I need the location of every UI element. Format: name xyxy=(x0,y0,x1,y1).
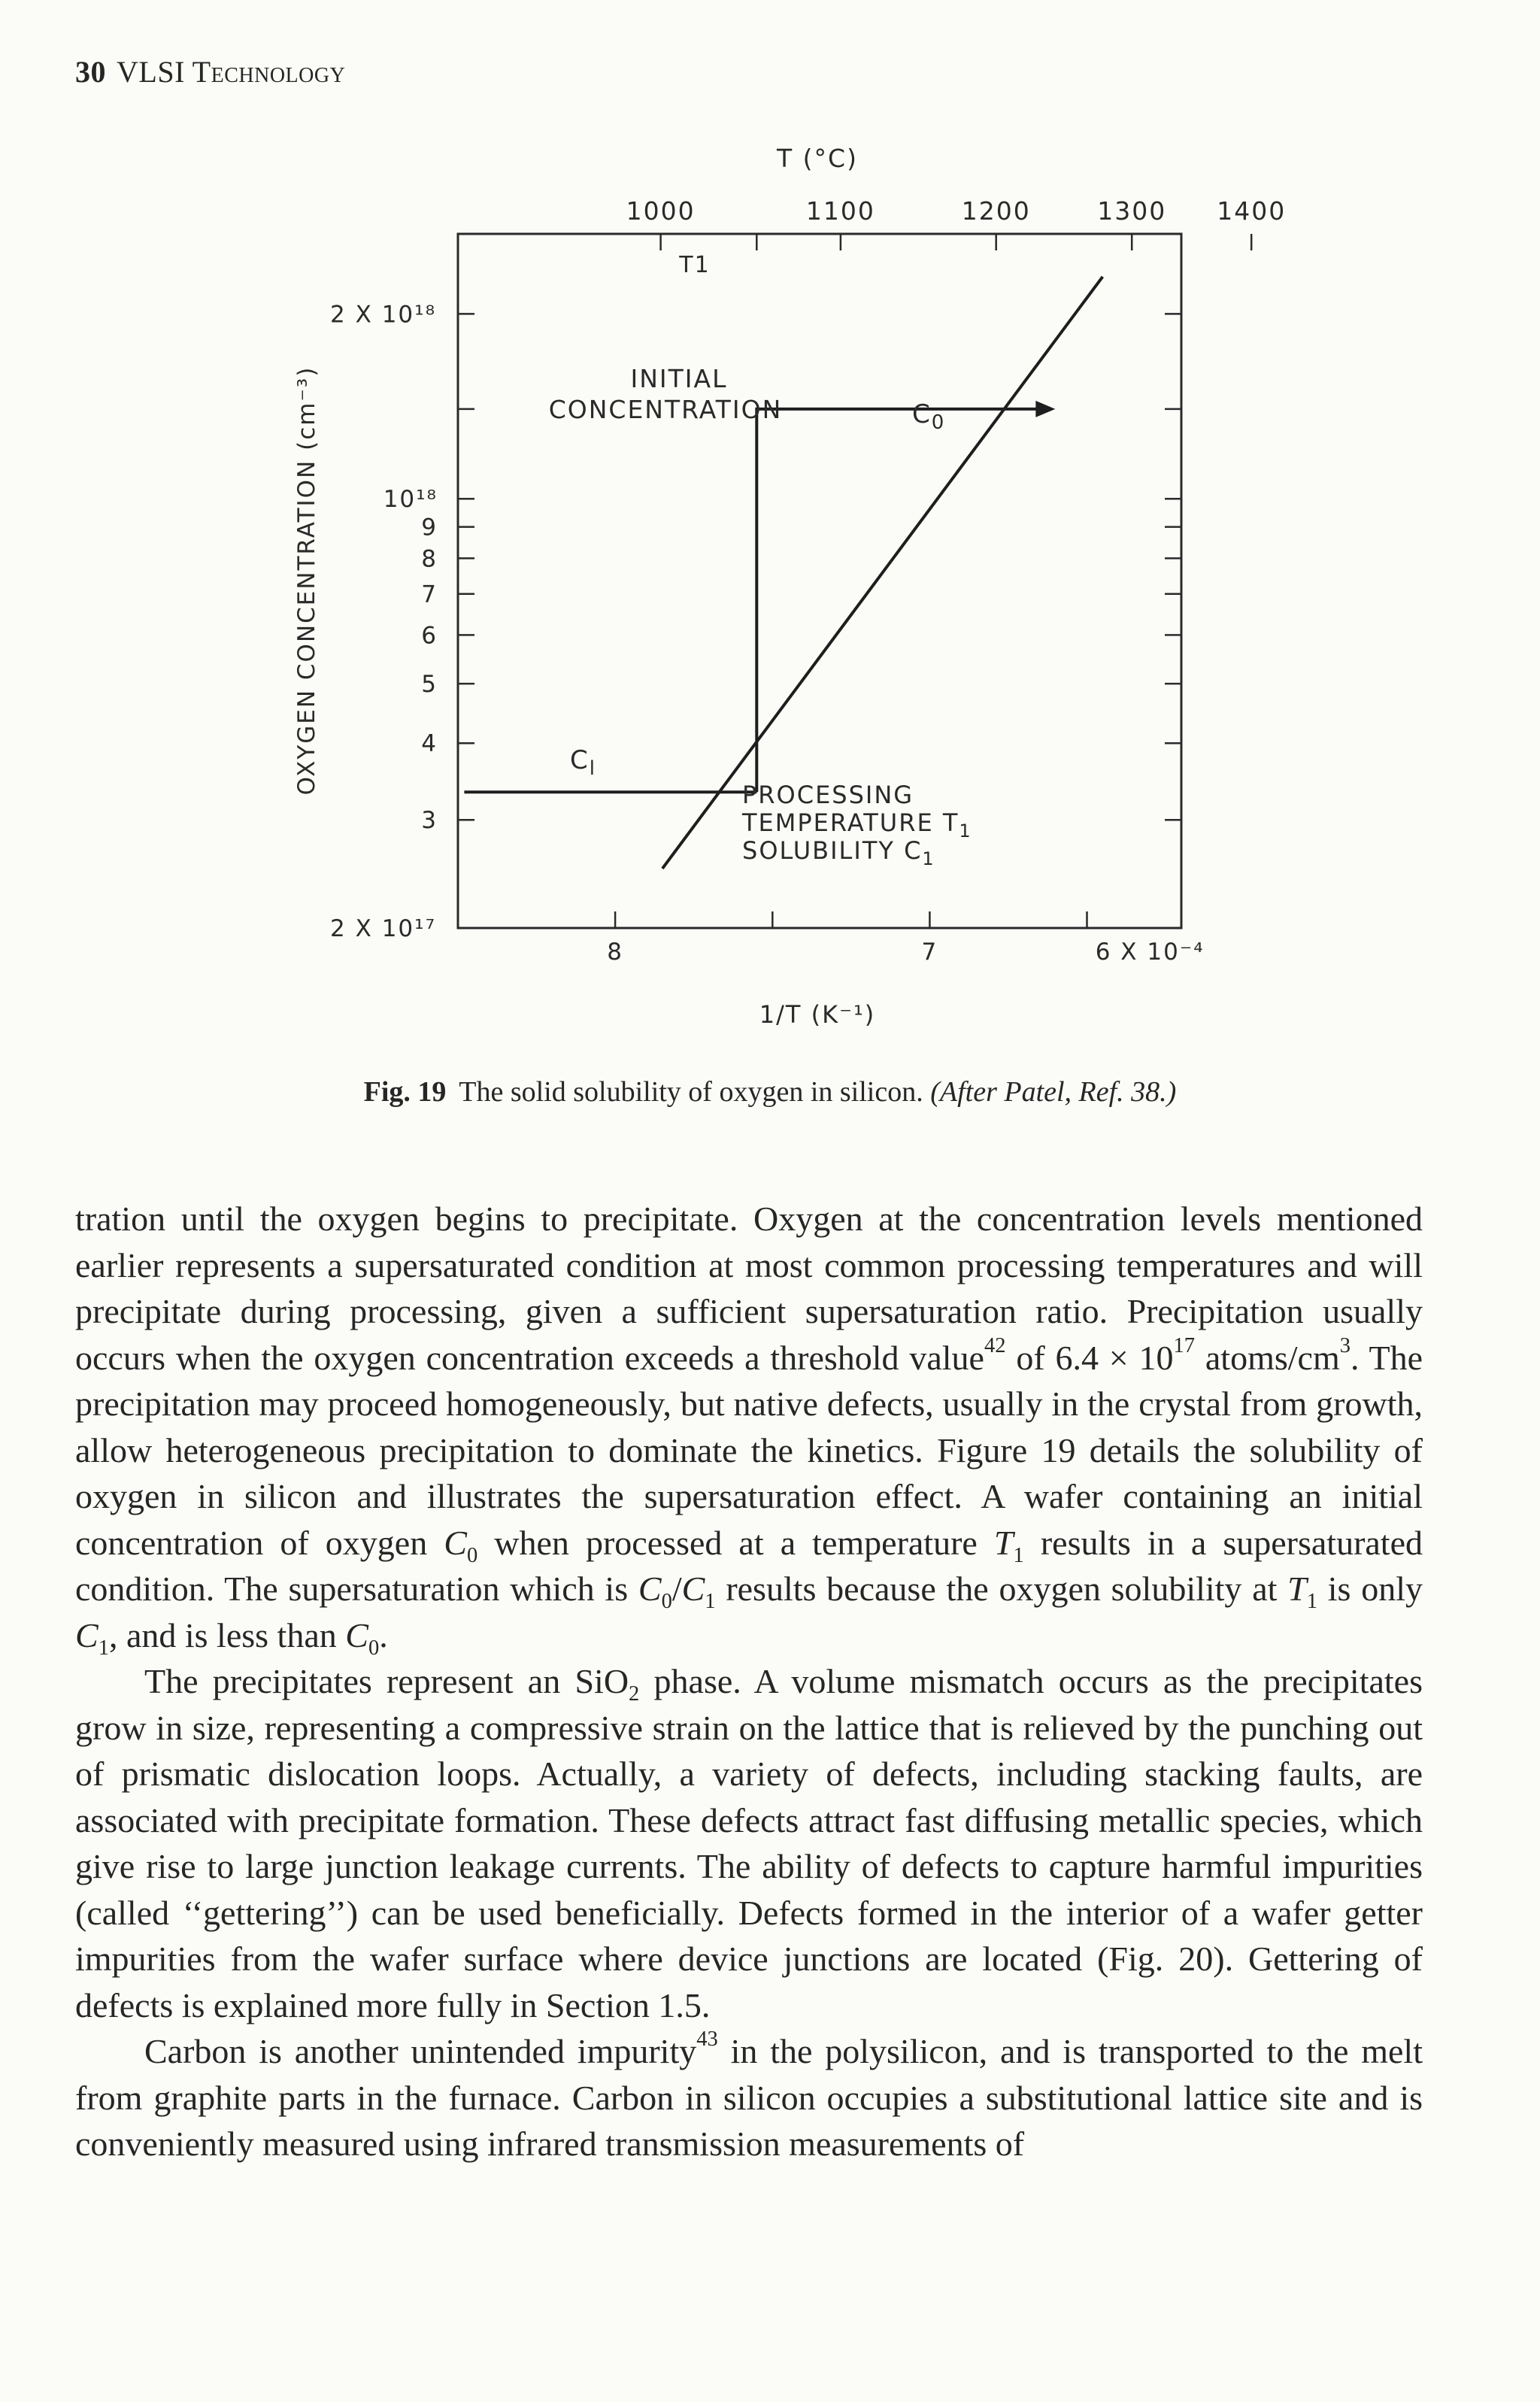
x-tick-label: 7 xyxy=(921,939,938,966)
paragraph-2: The precipitates represent an SiO$_2$ phase. A volume mismatch occurs as the precipitates grow in size, representing a compressive strain on the lattice that is relieved by the punching out of prismatic dislocation loops. Actually, a variety of defects, including stacking faults, are associated with precipitate formation. These defects attract fast diffusing metallic species, which give rise to large junction leakage currents. The ability of defects to capture harmful impurities (called ‘‘gettering’’) can be used beneficially. Defects formed in the interior of a wafer getter impurities from the wafer surface where device junctions are located (Fig. 20). Gettering of defects is explained more fully in Section 1.5. xyxy=(75,1662,1423,2024)
initial-concentration-path xyxy=(756,409,1049,792)
processing-label-line1: PROCESSING xyxy=(742,781,914,809)
x-tick-label: 8 xyxy=(607,939,623,966)
x-tick-labels xyxy=(607,939,1204,966)
y-tick-label: 9 xyxy=(421,514,438,541)
figure-caption xyxy=(75,1075,1465,1108)
c0-letter: C xyxy=(912,399,932,429)
page-number: 30 xyxy=(75,55,106,89)
c0-arrowhead xyxy=(1035,401,1055,417)
y-tick-label: 2 X 10¹⁸ xyxy=(330,301,436,329)
solubility-curve xyxy=(662,277,1103,869)
c1-subscript: l xyxy=(589,757,596,780)
processing-label-line2: TEMPERATURE $T_1$ xyxy=(742,808,972,842)
y-tick-label: 5 xyxy=(421,671,438,699)
top-tick-label: 1300 xyxy=(1097,196,1167,226)
series-lines xyxy=(464,277,1102,869)
caption-source: (After Patel, Ref. 38.) xyxy=(930,1076,1177,1108)
y-tick-label: 3 xyxy=(421,807,438,835)
top-tick-label: 1100 xyxy=(805,196,875,226)
running-title: VLSI Technology xyxy=(117,55,346,89)
y-tick-label: 7 xyxy=(421,581,438,608)
y-axis-label: OXYGEN CONCENTRATION (cm⁻³) xyxy=(293,365,320,796)
paragraph-1: tration until the oxygen begins to precipitate. Oxygen at the concentration levels mentioned earlier represents a supersaturated condition at most common processing temperatures and will precipitate during processing, given a sufficient supersaturation ratio. Precipitation usually occurs when the oxygen concentration exceeds a threshold value$^{42}$ of $6.4 \times 10^{17}$ atoms/$cm^3$. The precipitation may proceed homogeneously, but native defects, usually in the crystal from growth, allow heterogeneous precipitation to dominate the kinetics. Figure 19 details the solubility of oxygen in silicon and illustrates the supersaturation effect. A wafer containing an initial concentration of oxygen $C_0$ when processed at a temperature $T_1$ results in a supersaturated condition. The supersaturation which is $C_0/C_1$ results because the oxygen solubility at $T_1$ is only $C_1$, and is less than $C_0$. xyxy=(75,1199,1423,1660)
initial-label-line2: CONCENTRATION xyxy=(548,395,783,424)
y-tick-label: 6 xyxy=(421,622,438,650)
paragraph-3: Carbon is another unintended impurity$^{43}$ in the polysilicon, and is transported to the melt from graphite parts in the furnace. Carbon in silicon occupies a substitutional lattice site and is conveniently measured using infrared transmission measurements of xyxy=(75,2027,1423,2163)
t1-marker-label: T1 xyxy=(679,252,711,278)
top-tick-labels xyxy=(626,196,1287,226)
c1-label xyxy=(570,745,596,780)
c1-letter: C xyxy=(570,745,590,775)
y-tick-labels xyxy=(330,301,438,942)
caption-label: Fig. 19 xyxy=(363,1076,447,1108)
y-tick-label: 4 xyxy=(421,730,438,758)
top-tick-label: 1400 xyxy=(1217,196,1287,226)
oxygen-solubility-figure xyxy=(0,0,1540,1068)
top-tick-label: 1200 xyxy=(961,196,1031,226)
y-tick-label: 10¹⁸ xyxy=(383,486,438,514)
top-axis-label: T (°C) xyxy=(777,144,858,173)
x-axis-label: 1/T (K⁻¹) xyxy=(759,1000,876,1029)
x-tick-label: 6 X 10⁻⁴ xyxy=(1095,939,1205,966)
c0-subscript: 0 xyxy=(931,411,946,434)
y-tick-label: 2 X 10¹⁷ xyxy=(330,915,436,942)
c0-label xyxy=(912,399,945,434)
body-text xyxy=(75,1196,1423,2167)
caption-text: The solid solubility of oxygen in silicon. xyxy=(459,1076,923,1108)
top-tick-label: 1000 xyxy=(626,196,696,226)
initial-label-line1: INITIAL xyxy=(630,364,728,393)
processing-label-line3: SOLUBILITY $C_1$ xyxy=(742,836,935,869)
y-tick-label: 8 xyxy=(421,545,438,573)
